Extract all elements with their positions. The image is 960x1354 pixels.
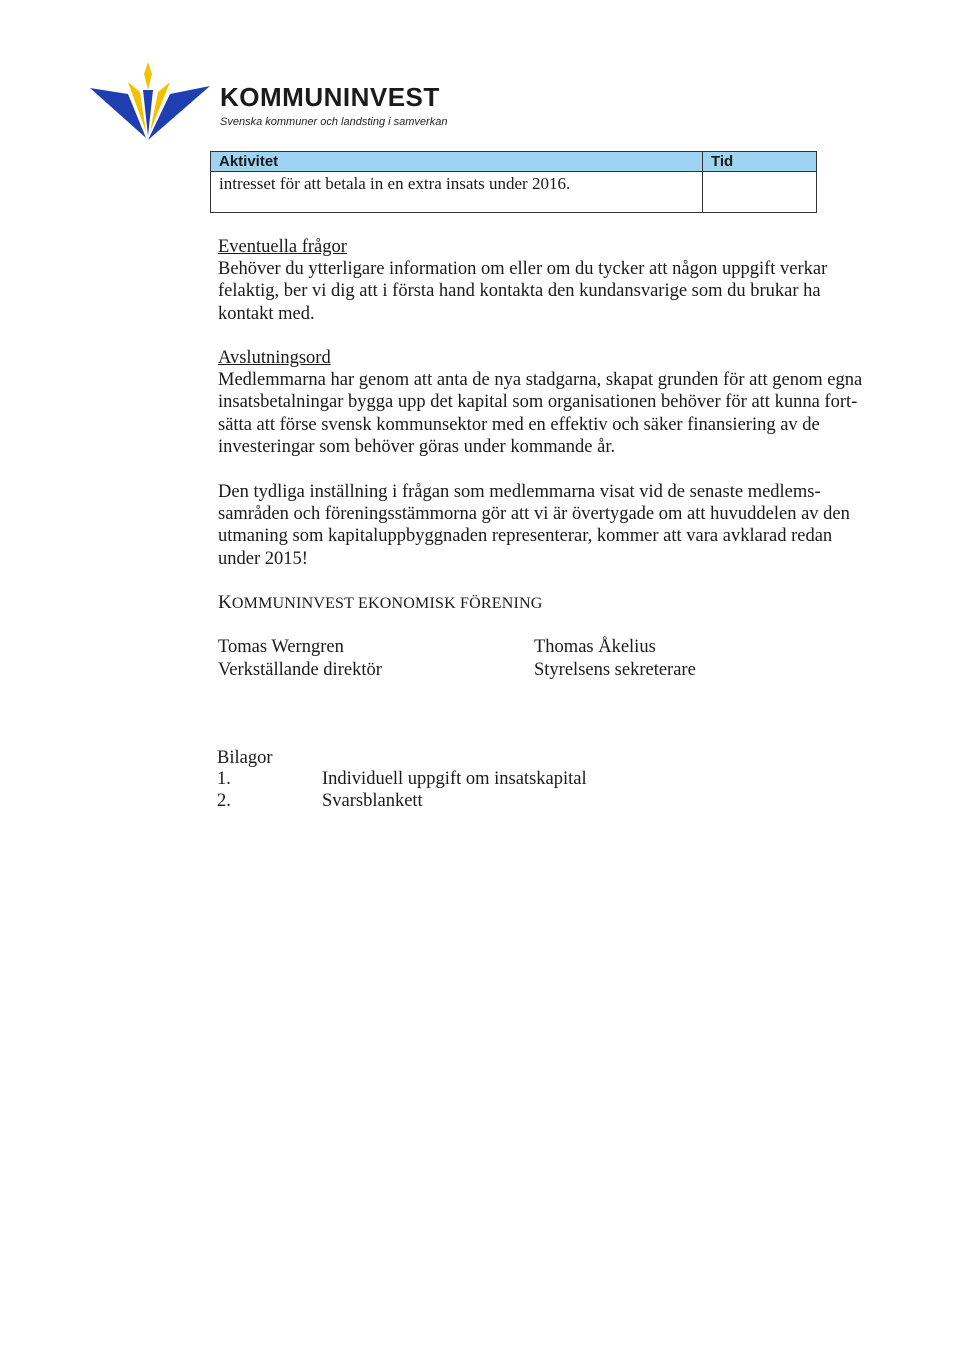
text-line: samråden och föreningsstämmorna gör att vi är övertygade om att huvuddelen av den — [218, 504, 850, 525]
signer-title: Verkställande direktör — [218, 659, 382, 680]
text-line: under 2015! — [218, 548, 308, 569]
logo-subtitle: Svenska kommuner och landsting i samverkan — [220, 116, 448, 128]
text-line: Den tydliga inställning i frågan som medlemmarna visat vid de senaste medlems- — [218, 482, 821, 502]
organization-name — [218, 592, 543, 615]
attachment-number: 1. — [217, 769, 231, 789]
activity-table — [210, 151, 817, 213]
org-rest: OMMUNINVEST EKONOMISK FÖRENING — [231, 595, 543, 612]
questions-heading: Eventuella frågor — [218, 237, 347, 257]
text-line: utmaning som kapitaluppbyggnaden representerar, kommer att vara avklarad redan — [218, 526, 833, 547]
header-tid: Tid — [711, 153, 734, 170]
closing-section — [218, 347, 862, 458]
logo-title: KOMMUNINVEST — [220, 82, 440, 112]
attachment-label: Svarsblankett — [322, 791, 423, 811]
signature-2 — [534, 636, 696, 681]
text-line: Medlemmarna har genom att anta de nya stadgarna, skapat grunden för att genom egna — [218, 370, 863, 391]
attachment-number: 2. — [217, 791, 231, 811]
signer-name: Thomas Åkelius — [534, 637, 656, 657]
signer-title: Styrelsens sekreterare — [534, 659, 696, 680]
table-cell-activity: intresset för att betala in en extra insats under 2016. — [219, 174, 571, 193]
kommuninvest-logo — [88, 60, 468, 150]
star-swoosh-icon — [88, 60, 218, 150]
text-line: Behöver du ytterligare information om eller om du tycker att någon uppgift verkar — [218, 259, 828, 280]
org-first-letter: K — [218, 592, 232, 613]
attachments-heading: Bilagor — [217, 748, 273, 768]
questions-section — [218, 236, 827, 325]
signature-1 — [218, 636, 382, 681]
paragraph-2 — [218, 481, 850, 570]
text-line: felaktig, ber vi dig att i första hand kontakta den kundansvarige som du brukar ha — [218, 281, 821, 302]
text-line: insatsbetalningar bygga upp det kapital som organisationen behöver för att kunna fort- — [218, 392, 858, 413]
header-aktivitet: Aktivitet — [219, 153, 279, 170]
column-divider — [702, 152, 703, 212]
text-line: kontakt med. — [218, 303, 315, 324]
attachment-label: Individuell uppgift om insatskapital — [322, 769, 587, 789]
text-line: investeringar som behöver göras under kommande år. — [218, 436, 616, 457]
text-line: sätta att förse svensk kommunsektor med en effektiv och säker finansiering av de — [218, 414, 820, 435]
signer-name: Tomas Werngren — [218, 637, 344, 657]
closing-heading: Avslutningsord — [218, 348, 331, 368]
